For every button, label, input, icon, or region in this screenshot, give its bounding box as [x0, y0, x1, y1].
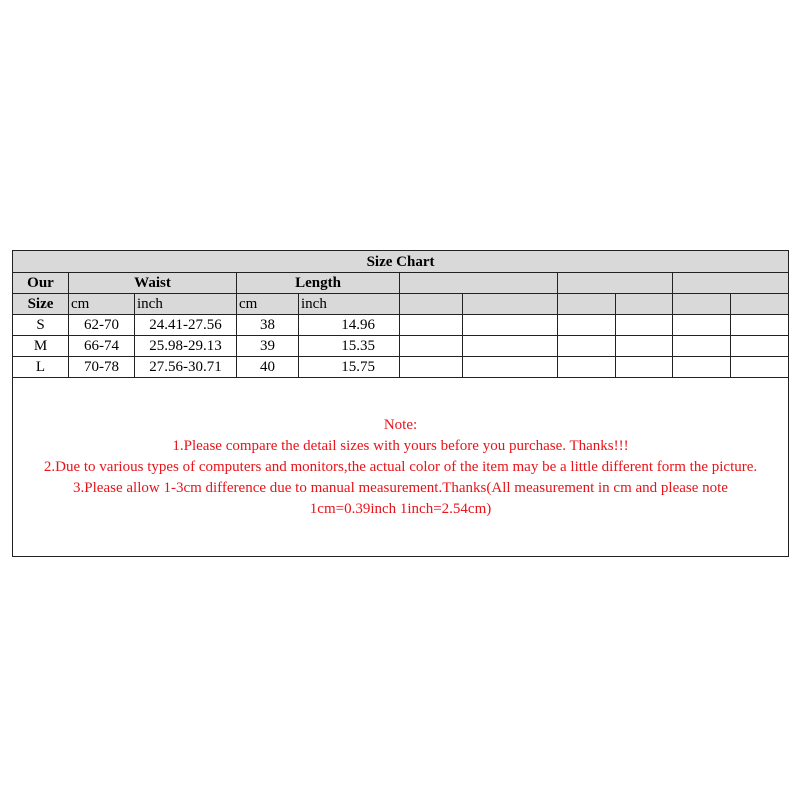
table-row — [13, 336, 789, 357]
header-empty-cell — [463, 294, 558, 315]
empty-cell — [616, 357, 673, 378]
header-empty-cell — [731, 294, 789, 315]
waist-inch-cell: 25.98-29.13 — [135, 336, 237, 357]
empty-cell — [673, 315, 731, 336]
waist-cm-cell: 62-70 — [69, 315, 135, 336]
waist-inch-cell: 27.56-30.71 — [135, 357, 237, 378]
header-empty-cell — [616, 294, 673, 315]
length-cm-cell: 39 — [237, 336, 299, 357]
length-inch-cell: 15.75 — [299, 357, 400, 378]
note-heading: Note: — [383, 416, 418, 433]
header-length-inch: inch — [299, 294, 400, 315]
length-inch-cell: 15.35 — [299, 336, 400, 357]
empty-cell — [463, 357, 558, 378]
empty-cell — [731, 336, 789, 357]
empty-cell — [731, 315, 789, 336]
header-row-2 — [13, 294, 789, 315]
table-row — [13, 315, 789, 336]
note-line-1: 1.Please compare the detail sizes with yours before you purchase. Thanks!!! — [172, 437, 629, 454]
length-cm-cell: 40 — [237, 357, 299, 378]
empty-cell — [463, 336, 558, 357]
header-length-cm: cm — [237, 294, 299, 315]
header-empty-cell — [400, 294, 463, 315]
empty-cell — [558, 315, 616, 336]
empty-cell — [400, 315, 463, 336]
empty-cell — [731, 357, 789, 378]
waist-cm-cell: 70-78 — [69, 357, 135, 378]
size-chart-table — [12, 250, 789, 557]
notes-row — [13, 378, 789, 557]
header-empty-3 — [673, 273, 789, 294]
size-cell: M — [13, 336, 69, 357]
empty-cell — [463, 315, 558, 336]
length-cm-cell: 38 — [237, 315, 299, 336]
header-waist-inch: inch — [135, 294, 237, 315]
waist-cm-cell: 66-74 — [69, 336, 135, 357]
note-line-2: 2.Due to various types of computers and monitors,the actual color of the item may be a little different form the picture. — [43, 458, 758, 475]
header-length: Length — [237, 273, 400, 294]
note-line-3: 3.Please allow 1-3cm difference due to manual measurement.Thanks(All measurement in cm and please note 1cm=0.39inch 1inch=2.54cm) — [73, 479, 728, 517]
header-size: Size — [13, 294, 69, 315]
empty-cell — [673, 336, 731, 357]
header-row-1 — [13, 273, 789, 294]
header-waist-cm: cm — [69, 294, 135, 315]
length-inch-cell: 14.96 — [299, 315, 400, 336]
header-waist: Waist — [69, 273, 237, 294]
waist-inch-cell: 24.41-27.56 — [135, 315, 237, 336]
header-empty-1 — [400, 273, 558, 294]
empty-cell — [616, 315, 673, 336]
notes-cell — [13, 378, 789, 557]
header-empty-2 — [558, 273, 673, 294]
header-empty-cell — [558, 294, 616, 315]
empty-cell — [616, 336, 673, 357]
empty-cell — [400, 357, 463, 378]
chart-title: Size Chart — [13, 251, 789, 273]
title-row — [13, 251, 789, 273]
size-cell: L — [13, 357, 69, 378]
empty-cell — [400, 336, 463, 357]
size-cell: S — [13, 315, 69, 336]
header-empty-cell — [673, 294, 731, 315]
header-our: Our — [13, 273, 69, 294]
empty-cell — [558, 357, 616, 378]
table-row — [13, 357, 789, 378]
empty-cell — [673, 357, 731, 378]
empty-cell — [558, 336, 616, 357]
